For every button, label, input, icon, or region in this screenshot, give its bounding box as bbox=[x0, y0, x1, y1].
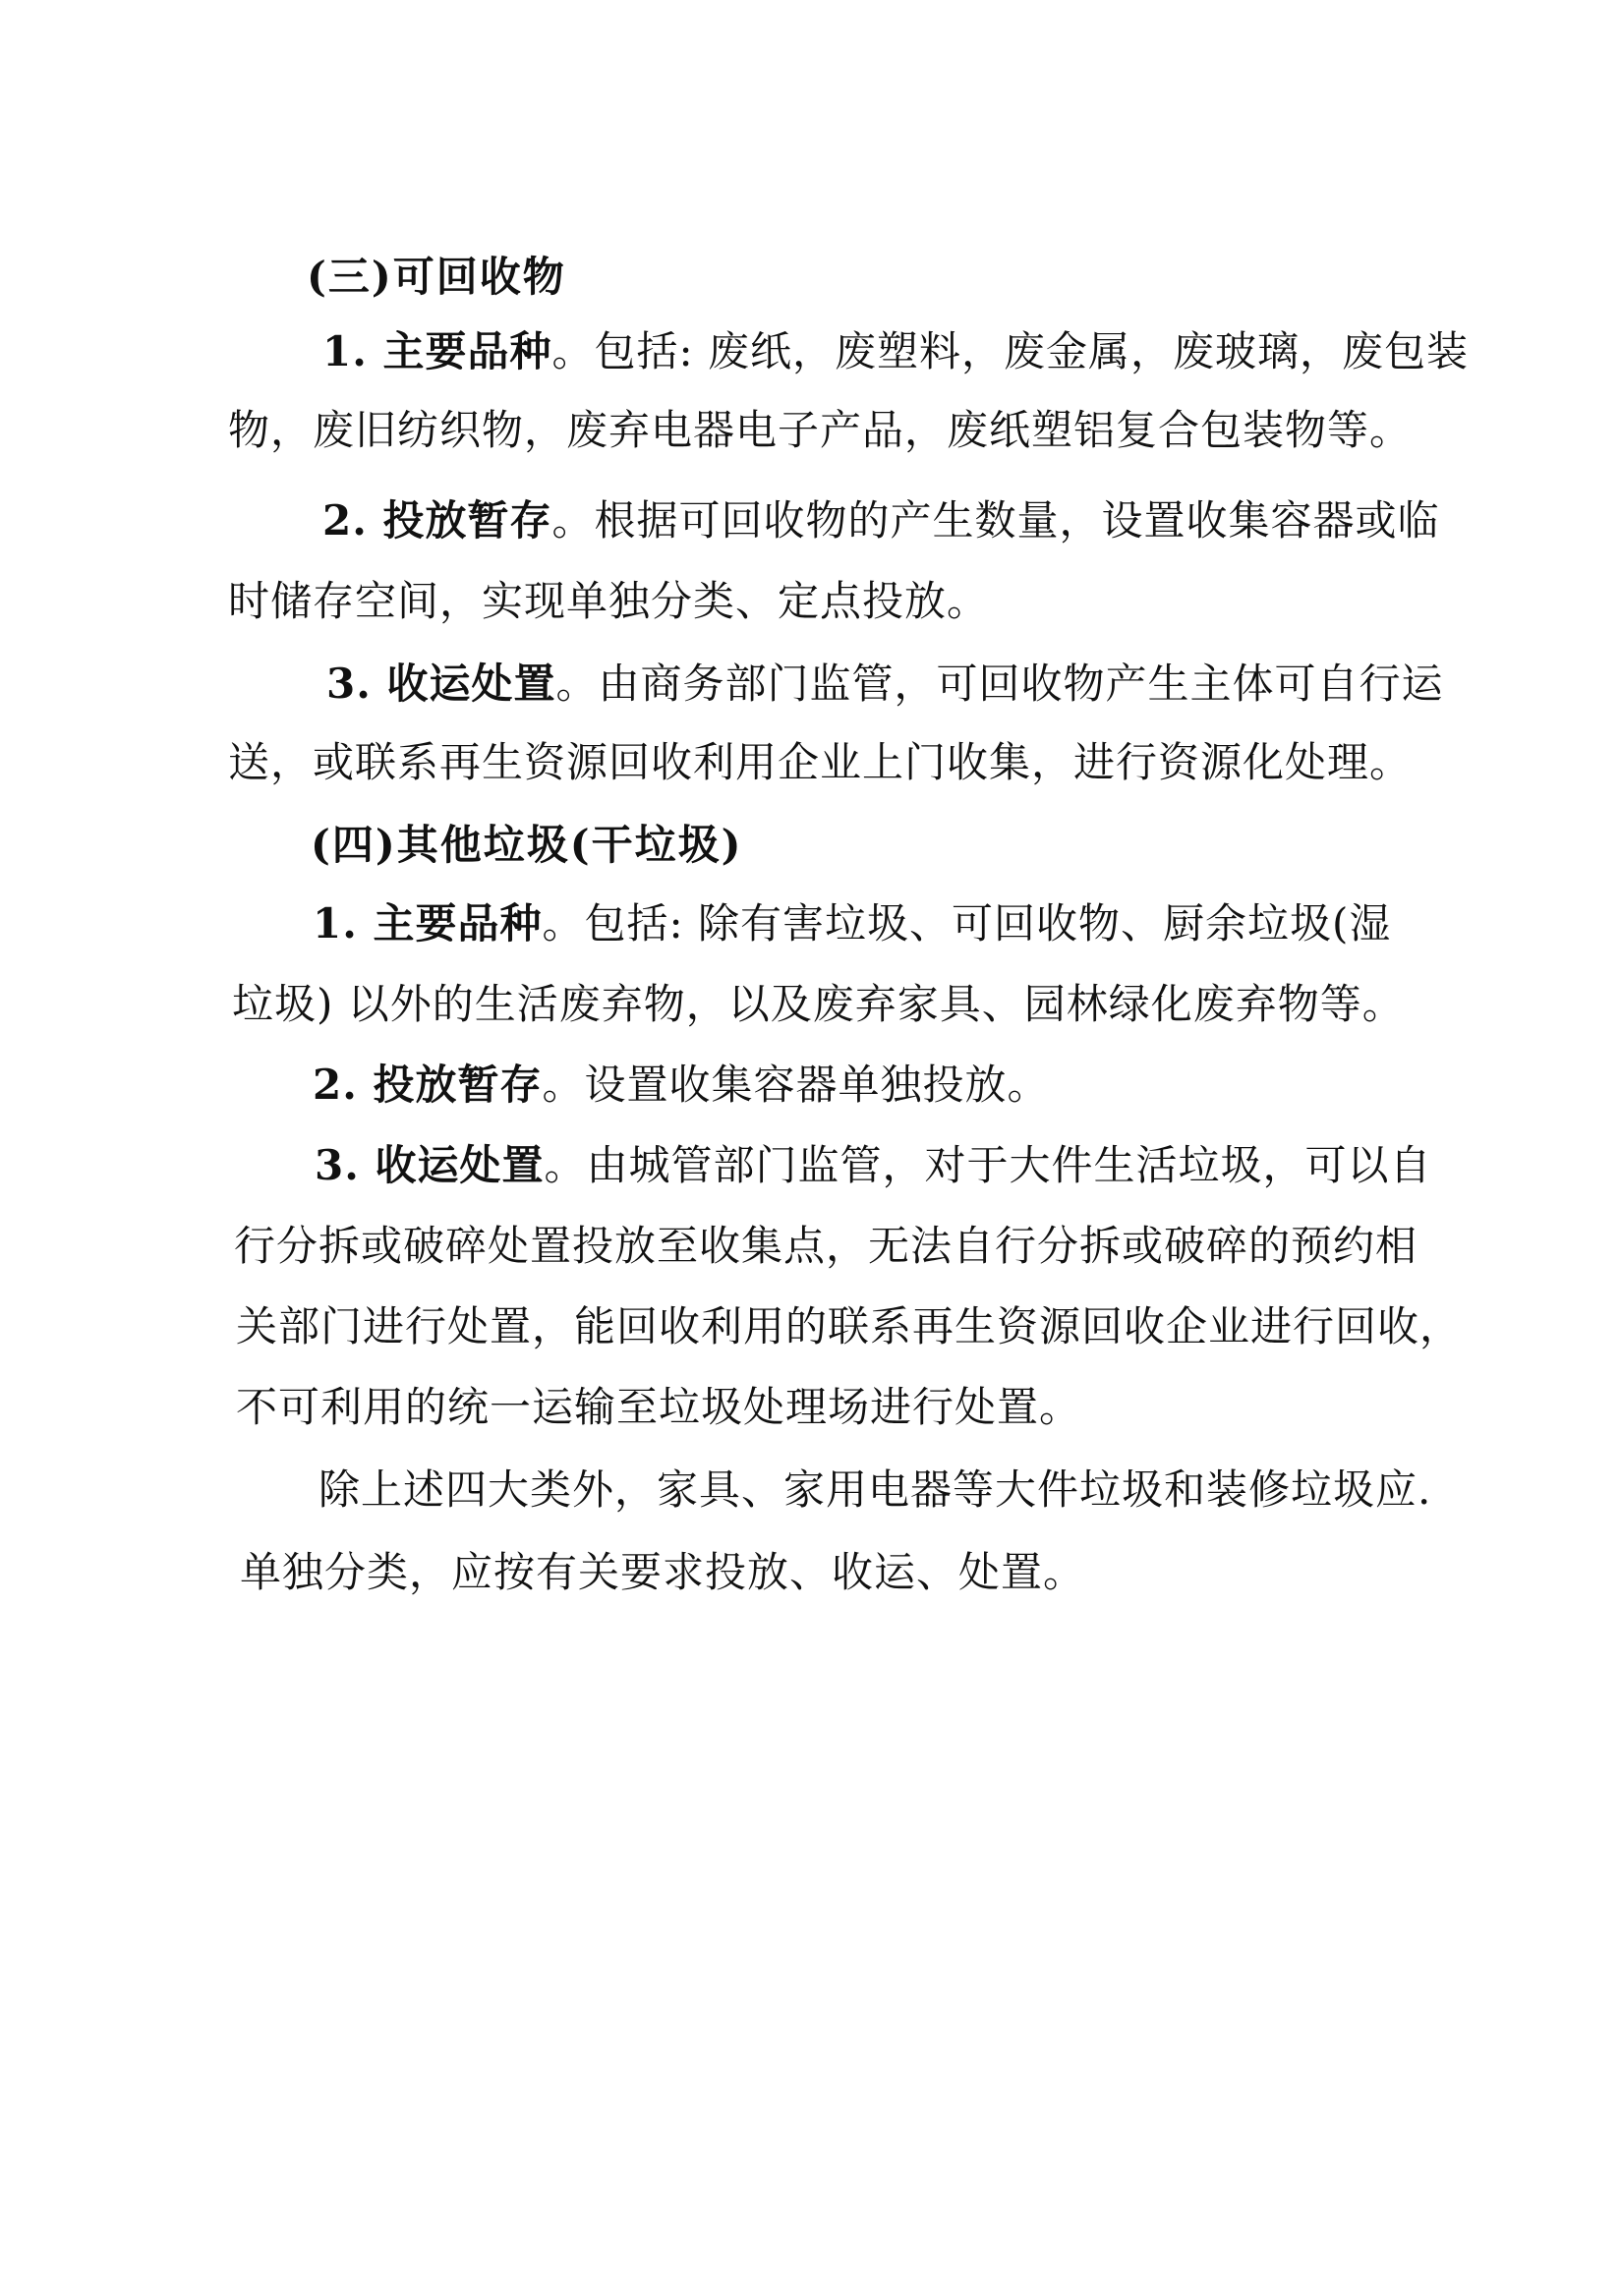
paragraph-line bbox=[322, 324, 1469, 379]
paragraph-line: 关部门进行处置，能回收利用的联系再生资源回收企业进行回收， bbox=[236, 1302, 1463, 1350]
paragraph-line: 行分拆或破碎处置投放至收集点，无法自行分拆或破碎的预约相 bbox=[234, 1222, 1418, 1270]
paragraph-line bbox=[322, 493, 1439, 548]
paragraph-line: 单独分类，应按有关要求投放、收运、处置。 bbox=[240, 1548, 1086, 1596]
item-label: 3. 收运处置 bbox=[326, 660, 556, 708]
section-heading-recyclables: (三)可回收物 bbox=[307, 253, 566, 301]
paragraph-line: 不可利用的统一运输至垃圾处理场进行处置。 bbox=[236, 1383, 1082, 1431]
item-label: 3. 收运处置 bbox=[315, 1141, 545, 1189]
paragraph-line bbox=[326, 657, 1443, 712]
paragraph-line: 送，或联系再生资源回收利用企业上门收集，进行资源化处理。 bbox=[228, 738, 1413, 786]
paragraph-line: 除上述四大类外，家具、家用电器等大件垃圾和装修垃圾应. bbox=[318, 1465, 1432, 1514]
item-text: 。设置收集容器单独投放。 bbox=[542, 1061, 1050, 1109]
paragraph-line: 时储存空间，实现单独分类、定点投放。 bbox=[228, 577, 990, 625]
item-text: 。由城管部门监管，对于大件生活垃圾，可以自 bbox=[544, 1141, 1432, 1189]
paragraph-line bbox=[313, 1058, 1049, 1113]
item-text: 。包括: 除有害垃圾、可回收物、厨余垃圾(湿 bbox=[542, 899, 1392, 947]
item-text: 。根据可回收物的产生数量，设置收集容器或临 bbox=[551, 496, 1440, 545]
paragraph-line: 物，废旧纺织物，废弃电器电子产品，废纸塑铝复合包装物等。 bbox=[228, 406, 1413, 454]
item-label: 2. 投放暂存 bbox=[322, 496, 552, 545]
item-label: 1. 主要品种 bbox=[322, 327, 552, 375]
item-text: 。由商务部门监管，可回收物产生主体可自行运 bbox=[555, 660, 1444, 708]
item-label: 1. 主要品种 bbox=[313, 899, 543, 947]
paragraph-line bbox=[315, 1138, 1431, 1193]
paragraph-line: 垃圾) 以外的生活废弃物，以及废弃家具、园林绿化废弃物等。 bbox=[232, 980, 1405, 1028]
item-label: 2. 投放暂存 bbox=[313, 1061, 543, 1109]
paragraph-line bbox=[313, 896, 1391, 951]
section-heading-other-waste: (四)其他垃圾(干垃圾) bbox=[311, 821, 743, 869]
item-text: 。包括: 废纸，废塑料，废金属，废玻璃，废包装 bbox=[551, 327, 1469, 375]
